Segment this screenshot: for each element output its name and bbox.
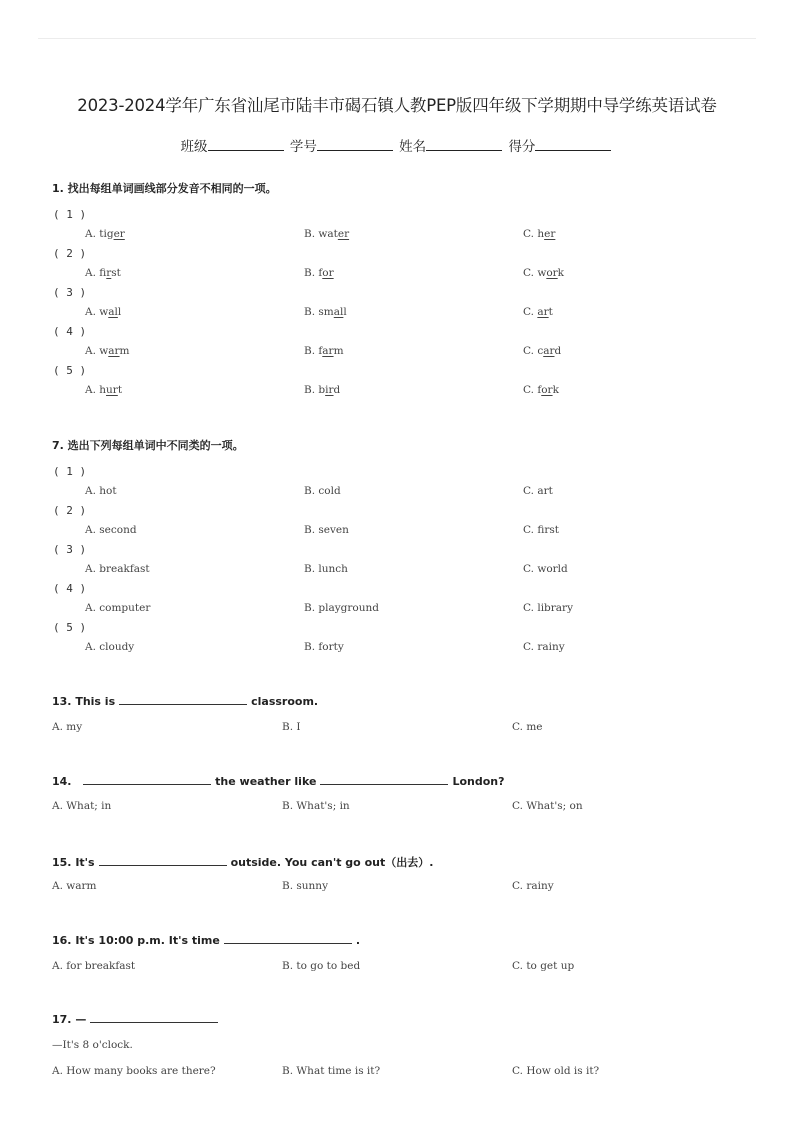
word-segment: st (111, 267, 121, 279)
q7-option-a[interactable]: A. second (85, 524, 137, 536)
q7-option-c[interactable]: C. library (523, 602, 574, 614)
q17-option-c[interactable]: C. How old is it? (512, 1065, 600, 1077)
answer-blank[interactable] (83, 775, 211, 785)
q7-group-number: ( 4 ) (53, 582, 87, 595)
q1-option-b[interactable] (304, 267, 334, 279)
q1-option-c[interactable] (523, 384, 559, 396)
answer-blank[interactable] (320, 775, 448, 785)
q15-option-c[interactable]: C. rainy (512, 880, 554, 892)
q13-option-a[interactable]: A. my (52, 721, 83, 733)
q7-option-c[interactable]: C. first (523, 524, 559, 536)
underlined-segment: or (541, 384, 553, 396)
q7-option-a[interactable]: A. computer (85, 602, 151, 614)
number-blank[interactable] (317, 138, 393, 151)
q7-option-a[interactable]: A. breakfast (85, 563, 150, 575)
word-segment: C. (523, 306, 538, 318)
q1-option-a[interactable] (85, 228, 125, 240)
q7-option-c[interactable]: C. world (523, 563, 568, 575)
underlined-segment: er (544, 228, 556, 240)
q7-option-c[interactable]: C. art (523, 485, 553, 497)
q7-group-number: ( 5 ) (53, 621, 87, 634)
word-segment: A. f (85, 267, 107, 279)
name-label: 姓名 (399, 139, 427, 155)
q14-stem: 14. the weather like London? (52, 775, 505, 788)
word-segment: k (557, 267, 565, 279)
underlined-segment: or (322, 267, 334, 279)
answer-blank[interactable] (99, 856, 227, 866)
student-info-row (0, 135, 794, 155)
underlined-segment: ir (106, 267, 112, 279)
q14-option-b[interactable]: B. What's; in (282, 800, 350, 812)
q7-option-b[interactable]: B. lunch (304, 563, 348, 575)
q1-option-a[interactable] (85, 306, 121, 318)
q7-option-a[interactable]: A. hot (85, 485, 117, 497)
word-segment: m (333, 345, 344, 357)
q1-option-a[interactable] (85, 267, 121, 279)
underlined-segment: ar (108, 345, 120, 357)
word-segment: C. w (523, 267, 547, 279)
underlined-segment: ar (543, 345, 555, 357)
q1-group-number: ( 5 ) (53, 364, 87, 377)
word-segment: B. f (304, 267, 323, 279)
q13-option-c[interactable]: C. me (512, 721, 543, 733)
q1-group-number: ( 3 ) (53, 286, 87, 299)
word-segment: t (117, 384, 123, 396)
q15-stem: 15. It's outside. You can't go out（出去）. (52, 856, 434, 869)
word-segment: A. w (85, 345, 109, 357)
q1-option-b[interactable] (304, 384, 340, 396)
score-blank[interactable] (535, 138, 611, 151)
word-segment: B. f (304, 345, 323, 357)
underlined-segment: al (333, 306, 344, 318)
word-segment: l (117, 306, 122, 318)
q1-group-number: ( 1 ) (53, 208, 87, 221)
q15-option-a[interactable]: A. warm (52, 880, 97, 892)
q15-option-b[interactable]: B. sunny (282, 880, 328, 892)
word-segment: C. f (523, 384, 542, 396)
word-segment: B. b (304, 384, 326, 396)
q7-heading: 7. 选出下列每组单词中不同类的一项。 (52, 439, 244, 452)
q1-option-c[interactable] (523, 306, 553, 318)
q16-stem: 16. It's 10:00 p.m. It's time . (52, 934, 361, 947)
q13-option-b[interactable]: B. I (282, 721, 301, 733)
q17-option-a[interactable]: A. How many books are there? (52, 1065, 216, 1077)
q1-heading: 1. 找出每组单词画线部分发音不相同的一项。 (52, 182, 277, 195)
word-segment: A. tig (85, 228, 114, 240)
word-segment: B. wat (304, 228, 338, 240)
q17-option-b[interactable]: B. What time is it? (282, 1065, 381, 1077)
q13-stem: 13. This is classroom. (52, 695, 319, 708)
number-label: 学号 (289, 139, 317, 155)
underlined-segment: ir (325, 384, 334, 396)
name-blank[interactable] (426, 138, 502, 151)
underlined-segment: al (108, 306, 118, 318)
underlined-segment: ur (106, 384, 118, 396)
word-segment: d (554, 345, 562, 357)
q1-option-c[interactable] (523, 345, 561, 357)
q17-dialogue-reply: —It's 8 o'clock. (52, 1039, 133, 1051)
underlined-segment: ar (322, 345, 334, 357)
word-segment: B. sm (304, 306, 334, 318)
answer-blank[interactable] (224, 934, 352, 944)
q1-option-b[interactable] (304, 345, 344, 357)
q1-group-number: ( 4 ) (53, 325, 87, 338)
q7-option-b[interactable]: B. forty (304, 641, 344, 653)
q7-option-a[interactable]: A. cloudy (85, 641, 135, 653)
q7-option-c[interactable]: C. rainy (523, 641, 565, 653)
q1-option-a[interactable] (85, 384, 122, 396)
q1-option-c[interactable] (523, 228, 555, 240)
underlined-segment: or (546, 267, 558, 279)
q7-option-b[interactable]: B. cold (304, 485, 341, 497)
q14-option-c[interactable]: C. What's; on (512, 800, 583, 812)
q16-option-c[interactable]: C. to get up (512, 960, 575, 972)
page-title: 2023-2024学年广东省汕尾市陆丰市碣石镇人教PEP版四年级下学期期中导学练英语试卷 (77, 96, 717, 115)
q1-option-b[interactable] (304, 228, 349, 240)
word-segment: A. w (85, 306, 109, 318)
word-segment: t (548, 306, 553, 318)
word-segment: k (552, 384, 559, 396)
q7-group-number: ( 1 ) (53, 465, 87, 478)
class-label: 班级 (180, 139, 208, 155)
q16-option-a[interactable]: A. for breakfast (52, 960, 136, 972)
q1-option-a[interactable] (85, 345, 130, 357)
q16-option-b[interactable]: B. to go to bed (282, 960, 361, 972)
q7-option-b[interactable]: B. seven (304, 524, 349, 536)
answer-blank[interactable] (119, 695, 247, 705)
q1-option-c[interactable] (523, 267, 564, 279)
word-segment: C. h (523, 228, 545, 240)
score-label: 得分 (508, 139, 536, 155)
word-segment: C. c (523, 345, 544, 357)
q1-group-number: ( 2 ) (53, 247, 87, 260)
word-segment: A. h (85, 384, 107, 396)
q1-option-b[interactable] (304, 306, 347, 318)
underlined-segment: ar (537, 306, 549, 318)
q7-group-number: ( 2 ) (53, 504, 87, 517)
answer-blank[interactable] (90, 1013, 218, 1023)
q17-stem: 17. — (52, 1013, 222, 1026)
q14-option-a[interactable]: A. What; in (52, 800, 112, 812)
underlined-segment: er (337, 228, 350, 240)
underlined-segment: er (113, 228, 125, 240)
class-blank[interactable] (208, 138, 284, 151)
word-segment: l (343, 306, 347, 318)
q7-group-number: ( 3 ) (53, 543, 87, 556)
header-divider (38, 38, 756, 39)
word-segment: d (333, 384, 341, 396)
word-segment: m (119, 345, 130, 357)
q7-option-b[interactable]: B. playground (304, 602, 379, 614)
